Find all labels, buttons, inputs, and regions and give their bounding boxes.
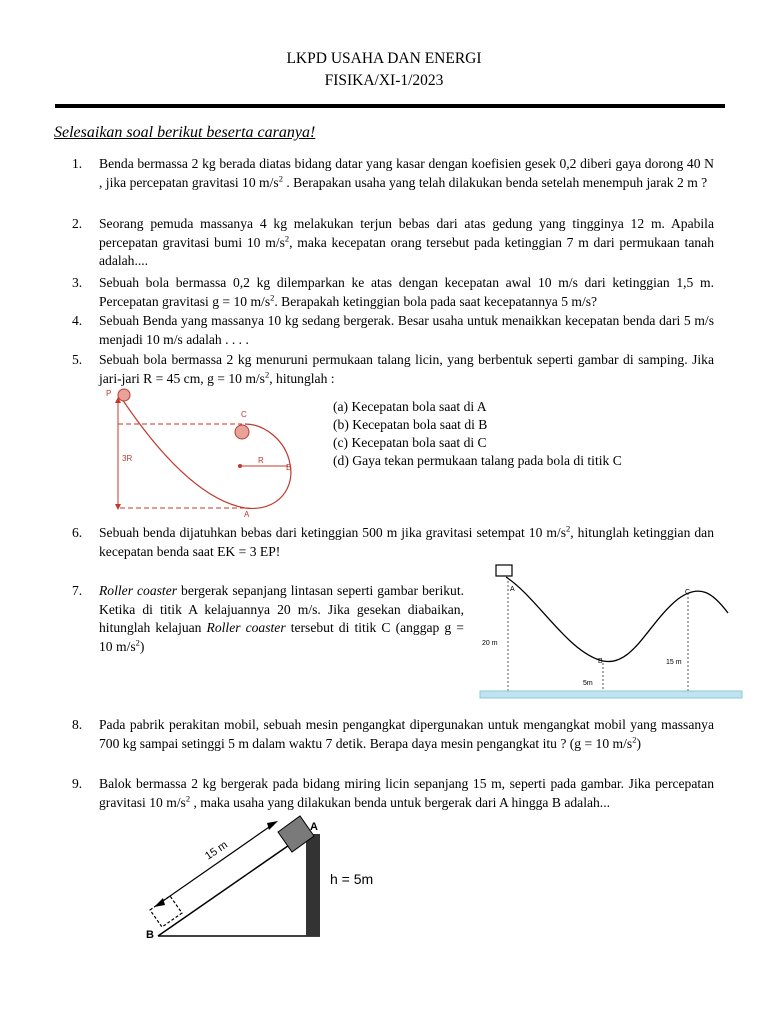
question-number: 7. [72,583,83,598]
label-r: R [258,456,264,465]
question-text-part: tersebut di titik C (anggap g = 10 $m/s^2$) [99,620,464,655]
label-c: C [241,410,247,419]
question-3 [72,274,714,311]
label-c: C [685,589,691,596]
question-number: 2. [72,216,83,231]
loop-track-path [120,396,291,508]
label-b: B [598,658,603,665]
question-9 [72,775,714,812]
question-number: 9. [72,776,83,791]
arrowhead [267,821,278,830]
instruction: Selesaikan soal berikut beserta caranya! [54,124,316,141]
height-label: h = 5m [330,871,374,887]
question-text: Sebuah bola bermassa 2 kg menuruni permukaan talang licin, yang berbentuk seperti gambar di samping. Jika jari-jari R = 45 cm, g = 10 $m/s^2$, hitunglah : [99,352,714,386]
arrowhead [154,898,165,907]
question-number: 1. [72,156,83,171]
question-4 [72,312,714,349]
label-a: A [510,586,515,593]
question-text: Sebuah benda dijatuhkan bebas dari ketinggian 500 m jika gravitasi setempat 10 $m/s^2$, hitunglah ketinggian dan kecepatan benda saat EK = 3 EP! [99,523,714,559]
question-1 [72,155,714,192]
question-text: Sebuah Benda yang massanya 10 kg sedang bergerak. Besar usaha untuk menaikkan kecepatan benda dari 5 m/s menjadi 10 m/s adalah . . . . [99,313,714,347]
ground-strip [480,691,742,698]
question-number: 3. [72,275,83,290]
question-text: Sebuah bola bermassa 0,2 kg dilemparkan ke atas dengan kecepatan awal 10 m/s dari ketinggian 1,5 m. Percepatan gravitasi g = 10 $m/s^2$. Berapakah ketinggian bola pada saat kecepatannya 5 m/s? [99,275,714,309]
length-arrow [160,825,272,903]
question-2 [72,215,714,271]
question-text: Balok bermassa 2 kg bergerak pada bidang miring licin sepanjang 15 m, seperti pada gambar. Jika percepatan gravitasi 10 $m/s^2$ , maka usaha yang dilakukan benda untuk bergerak dari A hingga B adalah... [99,776,714,810]
question-text-part: bergerak sepanjang lintasan seperti gambar berikut. Ketika di titik A kelajuannya 20 m/s. Jika gesekan diabaikan, hitunglah kelajuan [99,583,464,636]
incline-slope [158,832,308,936]
question-text [99,582,464,657]
worksheet-title: LKPD USAHA DAN ENERGI [286,50,482,67]
q5-part-a: (a) Kecepatan bola saat di A [333,399,487,414]
ball-icon [235,425,249,439]
question-number: 6. [72,525,83,540]
label-b: B [146,929,154,940]
incline-wall [306,834,320,936]
q5-part-b: (b) Kecepatan bola saat di B [333,417,488,432]
loop-center [238,464,242,468]
label-b: B [286,463,292,472]
ball-icon [118,389,130,401]
cart-icon [496,565,512,576]
label-a: A [244,510,250,518]
question-number: 4. [72,313,83,328]
roller-coaster-term: Roller coaster [99,583,178,598]
header-divider [55,104,725,108]
q5-part-d: (d) Gaya tekan permukaan talang pada bola di titik C [333,453,622,468]
question-text: Benda bermassa 2 kg berada diatas bidang datar yang kasar dengan koefisien gesek 0,2 diberi gaya dorong 40 N , jika percepatan gravitasi 10 $m/s^2$ . Berapakan usaha yang telah dilakukan benda setelah menempuh jarak 2 m ? [99,156,714,190]
label-a: A [310,821,318,833]
question-number: 5. [72,352,83,367]
q5-part-c: (c) Kecepatan bola saat di C [333,435,487,450]
worksheet-subtitle: FISIKA/XI-1/2023 [324,72,444,89]
roller-coaster-term: Roller coaster [206,620,286,636]
label-3r: 3R [122,454,133,463]
question-5 [72,351,714,388]
figure-q7-roller-coaster [478,563,744,703]
question-6 [72,524,714,561]
question-8 [72,716,714,753]
question-text: Pada pabrik perakitan mobil, sebuah mesin pengangkat dipergunakan untuk mengangkat mobil yang massanya 700 kg sampai setinggi 5 m dalam waktu 7 detik. Berapa daya mesin pengangkat itu ? (g = 10 $m/s^2$) [99,717,714,751]
question-text: Seorang pemuda massanya 4 kg melakukan terjun bebas dari atas gedung yang tingginya 12 m. Apabila percepatan gravitasi bumi 10 $m/s^2$, maka kecepatan orang tersebut pada ketinggian 7 m dari permukaan tanah adalah.... [99,216,714,269]
label-p: P [106,389,112,398]
height-label-a: 20 m [482,640,498,647]
height-label-b: 5m [583,680,593,687]
coaster-track [506,577,728,662]
question-7 [72,582,464,657]
height-label-c: 15 m [666,659,682,666]
figure-q5-loop-track [100,386,315,518]
question-number: 8. [72,717,83,732]
length-label: 15 m [202,838,230,863]
arrowhead [115,504,121,510]
figure-q9-incline [140,810,400,940]
